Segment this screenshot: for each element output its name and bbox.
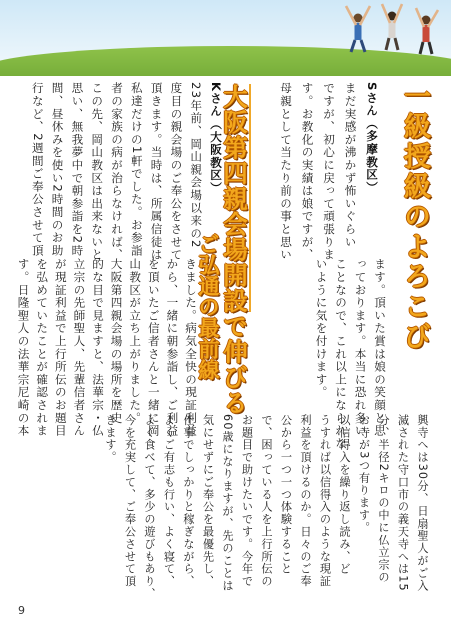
col-k-line: 思い、無我夢中で朝参詣を2時 (70, 82, 85, 257)
col-k-line: 私達だけの1軒でした。お参詣 (129, 82, 144, 257)
col-k-line: 行など、2週間ご奉公させて頂 (30, 82, 45, 257)
col-m-line: が現証利益で上行所伝のお題目 (53, 258, 68, 438)
col-k-line: 23年前、岡山親会場以来の2 (189, 82, 204, 249)
col-r_bottom-line: 60歳になりますが、先のことは (221, 414, 234, 592)
headline-promotion: 一級授級のよろこび (399, 82, 430, 352)
col-r_bottom-line: 以信得入を繰り返し読み、ど (338, 414, 351, 576)
col-m-line: を頂いたご信者さんと一緒に岡 (146, 258, 161, 438)
jumping-people-figure (330, 0, 450, 60)
col-s-line: ですが、初心に戻って頑張りま (322, 82, 336, 262)
col-r_top-line: ます。頂いた賞は娘の笑顔と思 (373, 258, 387, 438)
col-r_bottom-line: 分、半径2キロの中に仏立宗の (377, 414, 390, 584)
col-s-line: 母親として当たり前の事と思い (279, 82, 293, 262)
col-m-line: を弘めていたことが確認されま (35, 258, 50, 438)
col-r_bottom-line: うすれば以信得入のような現証 (318, 414, 332, 588)
col-r_bottom-line: 興寺へは30分、日扇聖人がご入 (416, 414, 429, 592)
banner-photo (0, 0, 451, 76)
col-r_bottom-line: お寺が3つ有ります。 (357, 414, 371, 534)
col-m-line: 大阪第四親会場の場所を歴史 (109, 258, 124, 425)
col-s-line: Sさん（多摩教区） (365, 82, 379, 194)
col-k-line: この先、岡山教区は出来ないと (90, 82, 105, 262)
col-r_bottom-line: で、困っている人を上行所伝の (260, 414, 273, 588)
col-r_top-line: ことなので、これ以上になられな (334, 258, 348, 450)
page-number: 9 (18, 604, 25, 617)
col-m-line: す。日隆聖人の法華宗尼崎の本 (16, 258, 31, 438)
headline-osaka-title: 大阪第四親会場開設で伸びる (220, 84, 249, 416)
col-m-line: きました。病気全快の現証利益 (184, 258, 198, 438)
col-m-line: 立宗の先師聖人、先輩信者さん (72, 258, 87, 438)
col-r_bottom-line: 滅された守口市の義天寺へは15 (396, 414, 410, 592)
headline-osaka-subtitle: ご弘通の最前線 (196, 233, 221, 380)
col-m-line: 的な目で見ますと、法華宗・仏 (91, 258, 105, 438)
col-m-line: 山教区が立ち上がりました。 (128, 258, 143, 425)
col-r_bottom-line: よくご有志も行い、よく寝て、 (162, 414, 176, 588)
col-r_bottom-line: よく食べて、多少の遊びもあり、 (143, 414, 156, 600)
col-r_bottom-line: 今を充実して、ご奉公させて頂 (123, 414, 137, 588)
col-k-line: Kさん（大阪教区） (209, 82, 223, 195)
col-m-line: から、一緒に朝参詣し、ご利益 (165, 258, 180, 438)
col-k-line: 間、昼休みを使い2時間のお助 (50, 82, 65, 257)
col-s-line: す。お教化の実績は娘ですが、 (300, 82, 315, 262)
col-r_top-line: っております。本当に恐れ多い (353, 258, 368, 438)
col-r_bottom-line: 仕事でしっかりと稼ぎながら、 (182, 414, 195, 588)
col-r_bottom-line: 利益を頂けるのか。日々のご奉 (299, 414, 312, 588)
col-r_top-line: いように気を付けます。 (314, 258, 329, 399)
col-k-line: 者の家族の病が治らなければ、 (110, 82, 124, 262)
col-r_bottom-line: お題目で助けたいです。今年で (240, 414, 254, 588)
col-k-line: 頂きます。当時は、所属信徒は (149, 82, 164, 262)
col-r_bottom-line: 気にせずにご奉公を最優先し、 (201, 414, 215, 588)
col-r_bottom-line: 公から一つ一つ体験すること (279, 414, 293, 576)
col-s-line: まだ実感が沸かず怖いぐらい (343, 82, 358, 249)
col-k-line: 度目の親会場のご奉公をさせて (169, 82, 184, 262)
col-r_bottom-line: きます。 (104, 414, 117, 464)
